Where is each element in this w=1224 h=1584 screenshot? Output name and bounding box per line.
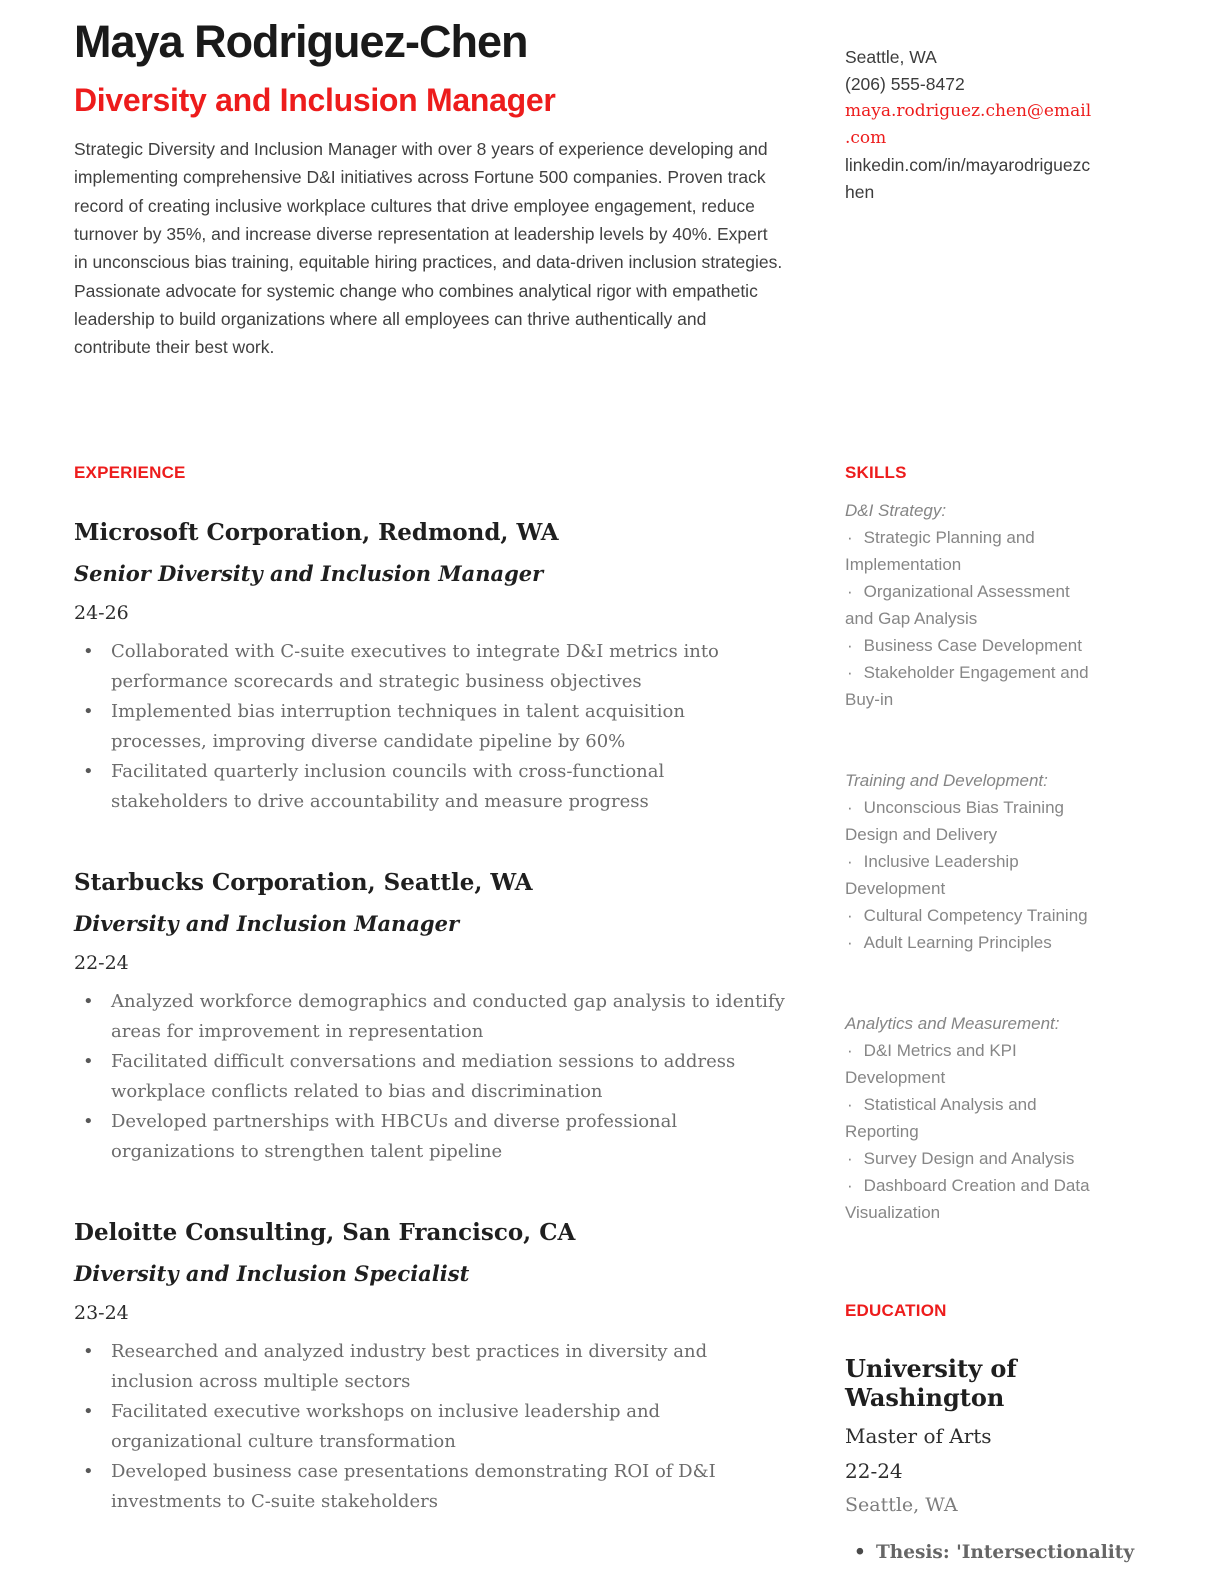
- skill-group-label: Analytics and Measurement:: [845, 1014, 1060, 1033]
- skill-item: · Business Case Development: [845, 632, 1100, 659]
- list-item: [74, 1457, 786, 1517]
- experience-entry: [74, 518, 786, 817]
- bullet-text: Analyzed workforce demographics and conducted gap analysis to identify areas for improvement in representation: [111, 991, 785, 1042]
- bullet-text: Developed business case presentations demonstrating ROI of D&I investments to C-suite stakeholders: [111, 1461, 716, 1512]
- skill-group-label: Training and Development:: [845, 771, 1048, 790]
- thesis-item: [845, 1540, 1155, 1566]
- bullet-icon: [845, 1540, 876, 1566]
- education-section: [845, 1300, 1155, 1566]
- skill-group-label: D&I Strategy:: [845, 501, 947, 520]
- skill-group: [845, 1010, 1100, 1226]
- bullet-text: Researched and analyzed industry best practices in diversity and inclusion across multiple sectors: [111, 1341, 708, 1392]
- degree: Master of Arts: [845, 1424, 992, 1448]
- role-title: Diversity and Inclusion Specialist: [74, 1261, 470, 1286]
- bullet-text: Implemented bias interruption techniques in talent acquisition processes, improving diverse candidate pipeline by 60%: [111, 701, 685, 752]
- achievement-list: [74, 987, 786, 1167]
- person-job-title: Diversity and Inclusion Manager: [74, 81, 556, 118]
- role-title: Senior Diversity and Inclusion Manager: [74, 561, 544, 586]
- bullet-icon: [74, 757, 111, 817]
- bullet-icon: [74, 1337, 111, 1397]
- skill-item: · Strategic Planning and Implementation: [845, 524, 1100, 578]
- list-item: [74, 1397, 786, 1457]
- list-item: [74, 1107, 786, 1167]
- list-item: [74, 637, 786, 697]
- main-column: [74, 0, 786, 1512]
- skill-item: · Inclusive Leadership Development: [845, 848, 1100, 902]
- skill-item: · Dashboard Creation and Data Visualization: [845, 1172, 1100, 1226]
- bullet-text: Facilitated difficult conversations and mediation sessions to address workplace conflicts related to bias and discrimination: [111, 1051, 736, 1102]
- education-section-heading: EDUCATION: [845, 1301, 947, 1320]
- bullet-icon: [74, 1047, 111, 1107]
- bullet-text: Facilitated executive workshops on inclusive leadership and organizational culture transformation: [111, 1401, 661, 1452]
- professional-summary: Strategic Diversity and Inclusion Manager with over 8 years of experience developing and implementing comprehensive D&I initiatives across Fortune 500 companies. Proven track record of creating inclusive workplace cultures that drive employee engagement, reduce turnover by 35%, and increase diverse representation at leadership levels by 40%. Expert in unconscious bias training, equitable hiring practices, and data-driven inclusion strategies. Passionate advocate for systemic change who combines analytical rigor with empathetic leadership to build organizations where all employees can thrive authentically and contribute their best work.: [74, 139, 783, 358]
- skill-group: [845, 767, 1100, 956]
- school-name: University of Washington: [845, 1354, 1017, 1412]
- list-item: [74, 757, 786, 817]
- bullet-text: Collaborated with C-suite executives to integrate D&I metrics into performance scorecards and strategic business objectives: [111, 641, 719, 692]
- bullet-icon: [74, 637, 111, 697]
- contact-email-link[interactable]: maya.rodriguez.chen@email.com: [845, 101, 1092, 148]
- bullet-text: Developed partnerships with HBCUs and diverse professional organizations to strengthen talent pipeline: [111, 1111, 678, 1162]
- employment-dates: 24-26: [74, 602, 129, 624]
- skill-item: · Statistical Analysis and Reporting: [845, 1091, 1100, 1145]
- employment-dates: 22-24: [74, 952, 129, 974]
- skill-item: · Organizational Assessment and Gap Analysis: [845, 578, 1100, 632]
- bullet-icon: [74, 1107, 111, 1167]
- contact-location: Seattle, WA: [845, 47, 937, 67]
- skill-item: · Cultural Competency Training: [845, 902, 1100, 929]
- experience-entry: [74, 1218, 786, 1517]
- sidebar-column: [845, 0, 1135, 1584]
- list-item: [74, 1047, 786, 1107]
- bullet-icon: [74, 1457, 111, 1517]
- thesis-text: Thesis: 'Intersectionality: [876, 1542, 1135, 1563]
- education-location: Seattle, WA: [845, 1494, 958, 1516]
- company-name: Starbucks Corporation, Seattle, WA: [74, 869, 533, 896]
- skill-item: · D&I Metrics and KPI Development: [845, 1037, 1100, 1091]
- bullet-icon: [74, 1397, 111, 1457]
- company-name: Deloitte Consulting, San Francisco, CA: [74, 1219, 576, 1246]
- employment-dates: 23-24: [74, 1302, 129, 1324]
- skills-section-heading: SKILLS: [845, 463, 907, 482]
- contact-phone: (206) 555-8472: [845, 74, 965, 94]
- contact-block: [845, 44, 1095, 206]
- list-item: [74, 987, 786, 1047]
- skill-item: · Survey Design and Analysis: [845, 1145, 1100, 1172]
- education-dates: 22-24: [845, 1459, 903, 1483]
- bullet-icon: [74, 987, 111, 1047]
- person-name: Maya Rodriguez-Chen: [74, 16, 528, 67]
- list-item: [74, 1337, 786, 1397]
- skill-item: · Adult Learning Principles: [845, 929, 1100, 956]
- experience-entry: [74, 868, 786, 1167]
- skill-item: · Unconscious Bias Training Design and Delivery: [845, 794, 1100, 848]
- company-name: Microsoft Corporation, Redmond, WA: [74, 519, 559, 546]
- achievement-list: [74, 1337, 786, 1517]
- skill-group: [845, 497, 1100, 713]
- experience-section-heading: EXPERIENCE: [74, 463, 186, 482]
- role-title: Diversity and Inclusion Manager: [74, 911, 460, 936]
- skill-item: · Stakeholder Engagement and Buy-in: [845, 659, 1100, 713]
- bullet-icon: [74, 697, 111, 757]
- bullet-text: Facilitated quarterly inclusion councils with cross-functional stakeholders to drive accountability and measure progress: [111, 761, 665, 812]
- skills-section: [845, 462, 1100, 1226]
- achievement-list: [74, 637, 786, 817]
- contact-linkedin-link[interactable]: linkedin.com/in/mayarodriguezchen: [845, 155, 1091, 202]
- list-item: [74, 697, 786, 757]
